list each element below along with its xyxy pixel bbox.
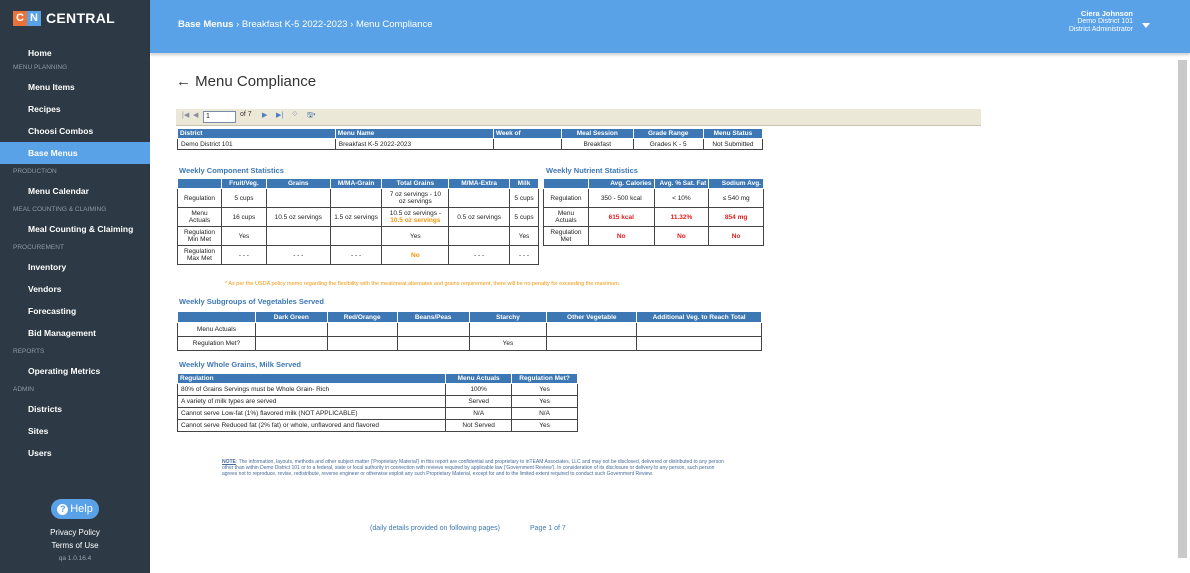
user-district: Demo District 101 [1077,18,1133,25]
sidebar-item-menu-items[interactable]: Menu Items [28,82,75,92]
table-cell: N/A [512,408,578,420]
report-toolbar [176,109,981,126]
table-cell: Breakfast K-5 2022-2023 [335,139,493,150]
scrollbar[interactable] [1178,60,1187,558]
last-page-icon[interactable]: ▶| [276,112,284,119]
table-cell [382,208,449,227]
sidebar-footer [0,499,150,562]
table-cell: 5 cups [510,189,539,208]
app-logo[interactable] [13,10,115,26]
sidebar-item-base-menus[interactable]: Base Menus [0,142,150,164]
first-page-icon[interactable]: |◀ [182,112,190,119]
table-cell: Regulation Met? [178,337,256,351]
table-cell [255,337,327,351]
breadcrumb [178,19,433,30]
logo-n-block: N [27,11,41,26]
chevron-down-icon[interactable] [1142,23,1150,28]
table-cell: Yes [512,420,578,432]
daily-details-note: (daily details provided on following pages) [370,525,500,532]
table-cell: No [654,227,709,246]
table-cell: - - - [510,246,539,265]
table-cell [637,337,762,351]
table-row [178,139,763,150]
top-bar [150,0,1190,53]
table-cell [547,323,637,337]
table-row [544,189,764,208]
help-button[interactable] [51,499,99,519]
veg-subgroups-table [177,311,762,351]
column-header: Menu Actuals [446,374,512,384]
menu-actual-max: 10.5 oz servings [390,217,441,224]
table-cell: No [382,246,449,265]
sidebar-item-home[interactable]: Home [28,48,52,58]
sidebar-item-menu-calendar[interactable]: Menu Calendar [28,186,89,196]
column-header: Avg. % Sat. Fat [654,179,709,189]
table-cell: 7 oz servings - 10 oz servings [382,189,449,208]
table-cell: 5 cups [221,189,266,208]
table-cell: ≤ 540 mg [709,189,764,208]
table-row [178,189,539,208]
column-header: Milk [510,179,539,189]
sidebar-item-districts[interactable]: Districts [28,404,63,414]
table-row [178,384,578,396]
whole-grains-title: Weekly Whole Grains, Milk Served [179,360,301,369]
table-cell [397,323,469,337]
table-cell: Yes [382,227,449,246]
table-cell: 100% [446,384,512,396]
table-cell: Yes [221,227,266,246]
sidebar [0,0,150,573]
menu-actual-min: 10.5 oz servings - [389,210,442,217]
table-cell: 10.5 oz servings [266,208,330,227]
column-header: Dark Green [255,312,327,323]
table-row [178,208,539,227]
breadcrumb-menu[interactable]: Breakfast K-5 2022-2023 [241,19,348,30]
table-cell: - - - [221,246,266,265]
column-header: Grade Range [633,129,703,139]
menu-info-table [177,128,763,150]
logo-text: CENTRAL [46,10,115,26]
table-cell: Yes [469,337,547,351]
table-header-row [178,312,762,323]
table-cell: < 10% [654,189,709,208]
table-cell: Regulation [178,189,222,208]
sidebar-item-recipes[interactable]: Recipes [28,104,61,114]
sidebar-item-forecasting[interactable]: Forecasting [28,306,77,316]
table-cell: No [709,227,764,246]
nav-section-reports: REPORTS [13,348,45,355]
table-cell: Not Submitted [703,139,762,150]
user-name: Ciera Johnson [1080,9,1133,18]
table-cell: Yes [510,227,539,246]
table-cell: Regulation Min Met [178,227,222,246]
table-cell: Menu Actuals [178,323,256,337]
version-label: qa 1.0.16.4 [58,555,92,562]
table-row [544,208,764,227]
table-cell [330,227,382,246]
table-cell: - - - [266,246,330,265]
table-cell: Yes [512,396,578,408]
table-cell [469,323,547,337]
column-header: Total Grains [382,179,449,189]
weekly-component-table [177,178,539,265]
table-row [178,408,578,420]
table-cell: Grades K - 5 [633,139,703,150]
privacy-policy-link[interactable]: Privacy Policy [50,528,100,537]
nav-section-production: PRODUCTION [13,168,57,175]
table-cell [255,323,327,337]
column-header: Week of [493,129,561,139]
table-row [178,227,539,246]
table-cell [449,189,510,208]
usda-footnote: * As per the USDA policy memo regarding the flexibility with the meat/meat alternates and grains requirement, there will be no penalty for exceeding the maximum. [225,281,621,287]
table-cell [449,227,510,246]
column-header [178,312,256,323]
sidebar-item-sites[interactable]: Sites [28,426,49,436]
sidebar-item-choosi-combos[interactable]: Choosi Combos [28,126,94,136]
column-header: Fruit/Veg. [221,179,266,189]
column-header: District [178,129,336,139]
column-header: Menu Name [335,129,493,139]
sidebar-item-bid-management[interactable]: Bid Management [28,328,97,338]
table-cell: Regulation [544,189,589,208]
weekly-component-title: Weekly Component Statistics [179,166,284,175]
table-cell: 0.5 oz servings [449,208,510,227]
table-cell: 1.5 oz servings [330,208,382,227]
table-cell: N/A [446,408,512,420]
column-header: Beans/Peas [397,312,469,323]
table-row [178,420,578,432]
table-header-row [178,129,763,139]
table-row [178,396,578,408]
breadcrumb-base-menus[interactable]: Base Menus [178,19,234,30]
table-row [178,246,539,265]
table-cell: Menu Actuals [178,208,222,227]
table-cell: 11.32% [654,208,709,227]
table-cell: 615 kcal [588,208,654,227]
table-cell: Demo District 101 [178,139,336,150]
page-count-label: of 7 [240,111,252,118]
sidebar-item-operating-metrics[interactable]: Operating Metrics [28,366,101,376]
nav-section-admin: ADMIN [13,386,34,393]
refresh-icon[interactable]: ⟐ [292,111,298,118]
terms-of-use-link[interactable]: Terms of Use [51,541,99,550]
table-cell: - - - [449,246,510,265]
table-cell [266,227,330,246]
table-cell: Cannot serve Low-fat (1%) flavored milk (NOT APPLICABLE) [178,408,446,420]
prev-page-icon[interactable]: ◀ [193,112,199,119]
table-cell: - - - [330,246,382,265]
table-cell [637,323,762,337]
breadcrumb-separator: › [347,19,356,30]
column-header: Regulation [178,374,446,384]
column-header: Avg. Calories [588,179,654,189]
notice-text: : The information, layouts, methods and other subject matter ('Proprietary Material') in this report are confidential and proprietary to inTEAM Associates, LLC and may not be disclosed, delivered or distributed to any person other than within Demo District 101 or to a federal, state or local authority in connection with reviews required by applicable law ('Government Review'). In consideration of its disclosure or delivery to any person, such person agrees not to reproduce, revise, redistribute, reverse engineer or otherwise exploit any such Proprietary Material, except for and to the limited extent required to conduct such Government Review. [222,459,724,477]
table-header-row [544,179,764,189]
breadcrumb-current: Menu Compliance [355,19,433,30]
column-header: M/MA-Extra [449,179,510,189]
weekly-nutrient-title: Weekly Nutrient Statistics [546,166,638,175]
table-cell [397,337,469,351]
next-page-icon[interactable]: ▶ [262,112,268,119]
table-cell: Cannot serve Reduced fat (2% fat) or whole, unflavored and flavored [178,420,446,432]
export-icon[interactable]: 🖫▾ [307,112,316,119]
table-row [544,227,764,246]
column-header: Grains [266,179,330,189]
column-header: Red/Orange [327,312,397,323]
table-cell: No [588,227,654,246]
notice-label: NOTE [222,459,236,465]
weekly-nutrient-table [543,178,764,246]
user-menu[interactable] [1069,10,1133,34]
help-label: Help [70,503,93,515]
whole-grains-table [177,373,578,432]
column-header: Starchy [469,312,547,323]
column-header [544,179,589,189]
veg-subgroups-title: Weekly Subgroups of Vegetables Served [179,297,324,306]
table-cell: Regulation Met [544,227,589,246]
nav-section-menu-planning: MENU PLANNING [13,64,68,71]
sidebar-item-inventory[interactable]: Inventory [28,262,67,272]
table-cell: A variety of milk types are served [178,396,446,408]
table-cell: 80% of Grains Servings must be Whole Grain- Rich [178,384,446,396]
table-header-row [178,179,539,189]
page-title[interactable]: ← Menu Compliance [176,73,317,90]
table-cell: Not Served [446,420,512,432]
proprietary-notice [222,459,730,477]
column-header: Additional Veg. to Reach Total [637,312,762,323]
column-header: Meal Session [562,129,634,139]
table-cell: Served [446,396,512,408]
table-cell [330,189,382,208]
nav-section-meal-counting-claiming: MEAL COUNTING & CLAIMING [13,206,107,213]
sidebar-item-vendors[interactable]: Vendors [28,284,62,294]
column-header: M/MA-Grain [330,179,382,189]
table-cell [266,189,330,208]
sidebar-nav [0,46,150,464]
table-cell [493,139,561,150]
table-cell: 5 cups [510,208,539,227]
column-header: Menu Status [703,129,762,139]
table-cell: Regulation Max Met [178,246,222,265]
table-cell: 854 mg [709,208,764,227]
column-header: Other Vegetable [547,312,637,323]
table-cell: Breakfast [562,139,634,150]
breadcrumb-separator: › [233,19,242,30]
table-header-row [178,374,578,384]
table-cell: 350 - 500 kcal [588,189,654,208]
help-icon: ? [57,504,68,515]
user-role: District Administrator [1068,26,1133,33]
table-cell: 16 cups [221,208,266,227]
column-header: Sodium Avg. [709,179,764,189]
table-cell: Yes [512,384,578,396]
page-number-input[interactable]: 1 [203,111,236,123]
table-row [178,337,762,351]
table-cell [327,337,397,351]
table-cell [547,337,637,351]
sidebar-item-meal-counting-claiming[interactable]: Meal Counting & Claiming [28,224,134,234]
nav-section-procurement: PROCUREMENT [13,244,64,251]
page-indicator: Page 1 of 7 [530,525,566,532]
sidebar-item-users[interactable]: Users [28,448,52,458]
table-cell [327,323,397,337]
column-header: Regulation Met? [512,374,578,384]
logo-c-block: C [13,11,27,26]
table-cell: Menu Actuals [544,208,589,227]
table-row [178,323,762,337]
column-header [178,179,222,189]
